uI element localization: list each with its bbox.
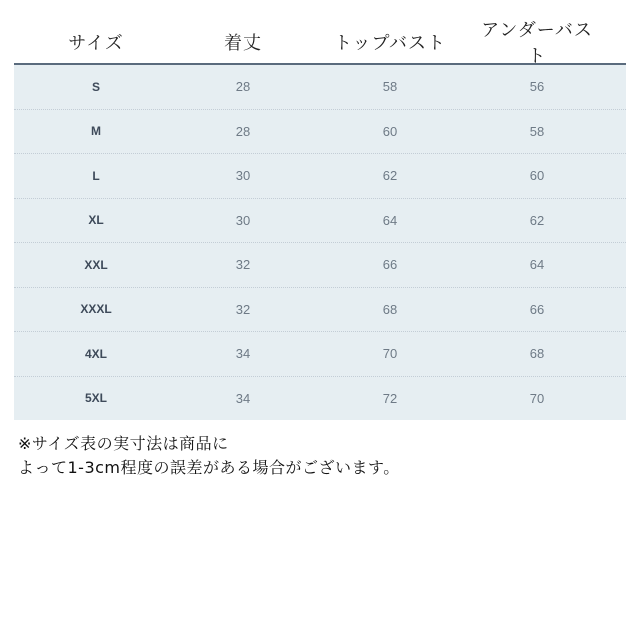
header-top-bust: トップバスト xyxy=(333,32,447,54)
table-row xyxy=(14,288,626,333)
length-cell: 28 xyxy=(235,123,251,139)
size-cell: 5XL xyxy=(84,391,107,406)
size-cell: XXXL xyxy=(80,302,112,317)
under-bust-cell: 66 xyxy=(529,301,545,317)
table-row xyxy=(14,377,626,421)
note-line-2: よって1-3cm程度の誤差がある場合がございます。 xyxy=(18,458,400,477)
length-cell: 32 xyxy=(235,301,251,317)
under-bust-cell: 64 xyxy=(529,257,545,273)
header-under-bust: アンダーバスト xyxy=(481,19,593,67)
top-bust-cell: 62 xyxy=(382,168,398,184)
table-row xyxy=(14,332,626,377)
under-bust-cell: 60 xyxy=(529,168,545,184)
table-body xyxy=(14,65,626,420)
table-row xyxy=(14,154,626,199)
table-row xyxy=(14,199,626,244)
top-bust-cell: 58 xyxy=(382,79,398,95)
top-bust-cell: 68 xyxy=(382,301,398,317)
length-cell: 34 xyxy=(235,346,251,362)
under-bust-cell: 70 xyxy=(529,390,545,406)
table-row xyxy=(14,65,626,110)
size-cell: 4XL xyxy=(84,346,107,361)
length-cell: 28 xyxy=(235,79,251,95)
length-cell: 32 xyxy=(235,257,251,273)
under-bust-cell: 68 xyxy=(529,346,545,362)
table-row xyxy=(14,243,626,288)
size-cell: M xyxy=(91,124,101,139)
top-bust-cell: 72 xyxy=(382,390,398,406)
size-note xyxy=(18,432,400,480)
size-cell: L xyxy=(92,168,100,183)
size-cell: XXL xyxy=(84,257,108,272)
under-bust-cell: 56 xyxy=(529,79,545,95)
size-cell: S xyxy=(91,79,100,94)
top-bust-cell: 70 xyxy=(382,346,398,362)
under-bust-cell: 58 xyxy=(529,123,545,139)
header-length: 着丈 xyxy=(224,32,262,54)
table-row xyxy=(14,110,626,155)
size-cell: XL xyxy=(88,213,104,228)
table-header xyxy=(14,20,626,65)
note-line-1: ※サイズ表の実寸法は商品に xyxy=(18,434,229,453)
size-table xyxy=(14,20,626,420)
length-cell: 30 xyxy=(235,212,251,228)
length-cell: 30 xyxy=(235,168,251,184)
top-bust-cell: 60 xyxy=(382,123,398,139)
length-cell: 34 xyxy=(235,390,251,406)
top-bust-cell: 64 xyxy=(382,212,398,228)
top-bust-cell: 66 xyxy=(382,257,398,273)
under-bust-cell: 62 xyxy=(529,212,545,228)
header-size: サイズ xyxy=(68,32,124,54)
